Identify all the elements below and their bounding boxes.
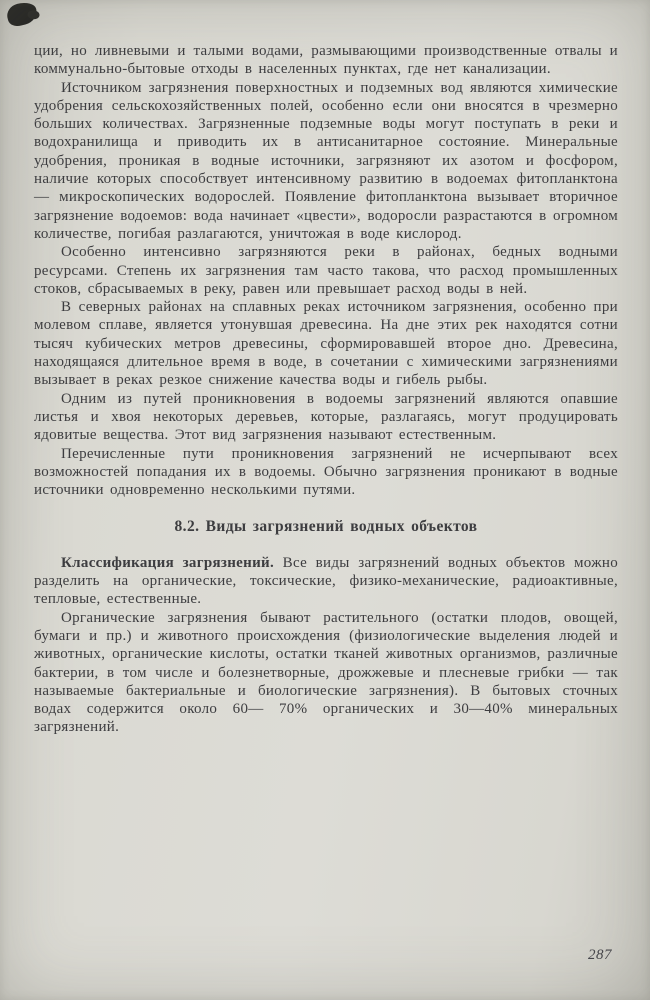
section-heading: 8.2. Виды загрязнений водных объектов bbox=[174, 518, 478, 536]
classification-lead-in: Классификация загрязнений. bbox=[61, 554, 275, 571]
paragraph-organic-pollution: Органические загрязнения бывают растительного (остатки плодов, овощей, бумаги и пр.) и животного происхождения (физиологические выделения людей и животных, органические кислоты, остатки тканей животных организмов, различные бактерии, в том числе и болезнетворные, дрожжевые и плесневые грибки — так называемые бактериальные и биологические загрязнения). В бытовых сточных водах содержится около 60— 70% органических и 30—40% минеральных загрязнений. bbox=[34, 609, 618, 736]
paragraph-pollution-sources: Источником загрязнения поверхностных и подземных вод являются химические удобрения сельскохозяйственных полей, особенно если они вносятся в чрезмерно больших количествах. Загрязненные подземные воды могут поступать в реки и водохранилища и приводить их в антисанитарное состояние. Минеральные удобрения, проникая в водные источники, загрязняют их азотом и фосфором, наличие которых способствует интенсивному развитию в водоемах фитопланктона — микроскопических водорослей. Появление фитопланктона вызывает вторичное загрязнение водоемов: вода начинает «цвести», водоросли разрастаются в огромном количестве, погибая разлагаются, уничтожая в воде кислород. bbox=[34, 79, 618, 242]
paragraph-pathways-summary: Перечисленные пути проникновения загрязнений не исчерпывают всех возможностей попадания их в водоемы. Обычно загрязнения проникают в водные источники одновременно несколькими путями. bbox=[34, 445, 618, 499]
paragraph-natural-pollution: Одним из путей проникновения в водоемы загрязнений являются опавшие листья и хвоя некоторых деревьев, которые, разлагаясь, могут продуцировать ядовитые вещества. Этот вид загрязнения называют естественным. bbox=[34, 390, 618, 444]
paragraph-timber-floating: В северных районах на сплавных реках источником загрязнения, особенно при молевом сплаве, является утонувшая древесина. На дне этих рек находятся сотни тысяч кубических метров древесины, сформировавшей второе дно. Древесина, находящаяся длительное время в воде, в сочетании с химическими загрязнениями вызывает в реках резкое снижение качества воды и гибель рыбы. bbox=[34, 299, 618, 389]
page-text bbox=[34, 42, 618, 737]
page-number: 287 bbox=[588, 947, 612, 963]
classification-body: Все виды загрязнений водных объектов можно разделить на органические, токсические, физико-механические, радиоактивные, тепловые, естественные. bbox=[34, 554, 618, 608]
paragraph-river-pollution: Особенно интенсивно загрязняются реки в районах, бедных водными ресурсами. Степень их загрязнения там часто такова, что расход промышленных стоков, сбрасываемых в реку, равен или превышает расход воды в ней. bbox=[34, 244, 618, 297]
paragraph-continuation: ции, но ливневыми и талыми водами, размывающими производственные отвалы и коммунально-бытовые отходы в населенных пунктах, где нет канализации. bbox=[34, 43, 618, 78]
paragraph-classification bbox=[34, 554, 618, 609]
ink-blot bbox=[5, 0, 39, 28]
